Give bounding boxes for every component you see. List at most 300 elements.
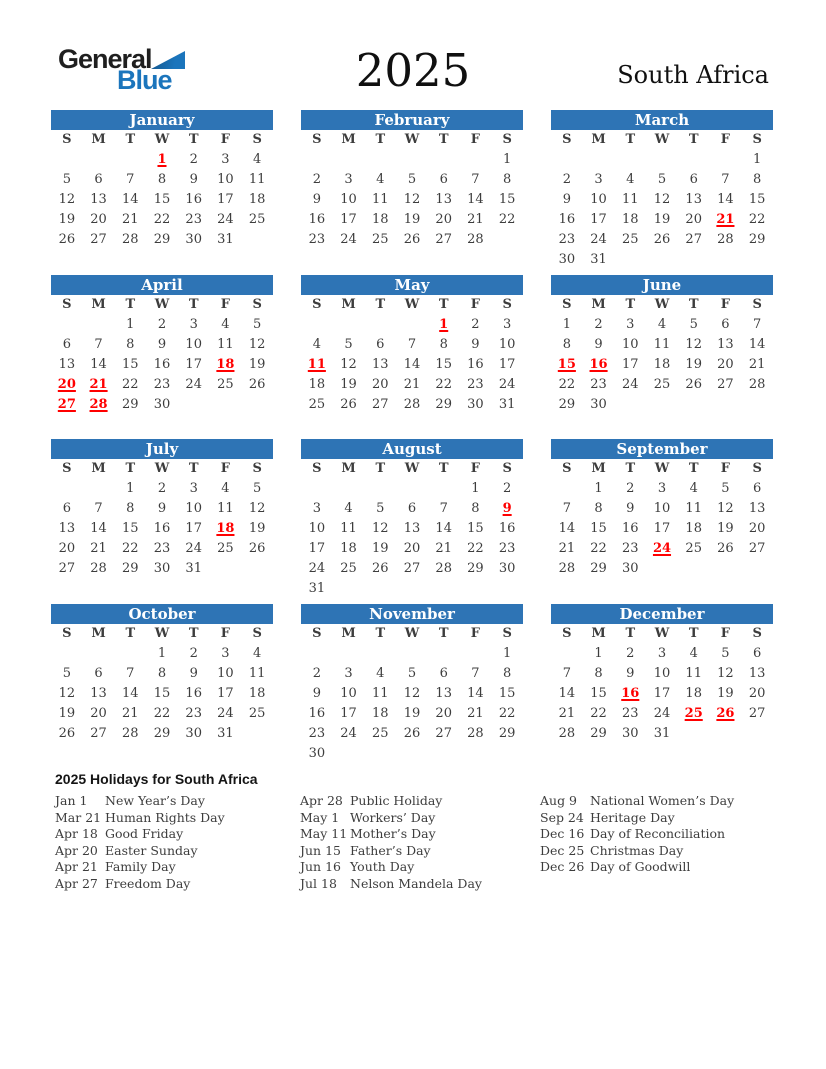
empty-day-cell — [83, 644, 115, 664]
weekday-label: W — [404, 461, 420, 476]
weekday-label: M — [341, 132, 356, 147]
empty-day-cell — [301, 315, 333, 335]
weekday-label: T — [625, 461, 636, 476]
holiday-day-cell: 1 — [439, 317, 449, 332]
weekday-label: S — [502, 132, 512, 147]
month-header: December — [551, 604, 773, 624]
month-january — [51, 110, 273, 250]
empty-day-cell — [333, 150, 365, 170]
day-cell: 8 — [157, 666, 167, 681]
day-cell: 17 — [498, 357, 516, 372]
day-cell: 12 — [248, 501, 266, 516]
day-cell: 13 — [372, 357, 389, 372]
empty-day-cell — [614, 150, 646, 170]
weekday-label: T — [125, 297, 136, 312]
weekday-label: M — [591, 626, 606, 641]
holiday-date: Jun 15 — [300, 842, 341, 858]
day-cell: 4 — [252, 646, 262, 661]
day-cell: 20 — [90, 212, 107, 227]
day-cell: 24 — [498, 377, 516, 392]
holiday-item — [300, 793, 540, 810]
day-cell: 24 — [185, 541, 202, 556]
holiday-date: Jul 18 — [300, 875, 337, 891]
day-cell: 13 — [748, 666, 766, 681]
day-cell: 14 — [467, 192, 484, 207]
day-cell: 14 — [435, 521, 452, 536]
day-cell: 12 — [653, 192, 671, 207]
day-cell: 18 — [340, 541, 357, 556]
day-cell: 8 — [594, 501, 603, 516]
day-cell: 21 — [403, 377, 421, 392]
day-cell: 16 — [498, 521, 516, 536]
day-cell: 30 — [153, 397, 171, 412]
holiday-item — [300, 859, 540, 876]
day-cell: 5 — [721, 481, 730, 496]
weekday-label: M — [91, 461, 106, 476]
day-cell: 5 — [376, 501, 385, 516]
weekday-label: M — [91, 626, 106, 641]
holiday-name: Family Day — [105, 859, 176, 874]
day-cell: 27 — [748, 541, 766, 556]
day-cell: 6 — [752, 481, 762, 496]
day-cell: 21 — [435, 541, 452, 556]
day-cell: 19 — [340, 377, 357, 392]
empty-day-cell — [460, 150, 492, 170]
day-cell: 8 — [562, 337, 571, 352]
holiday-date: Dec 16 — [540, 826, 585, 841]
weekday-label: T — [188, 297, 199, 312]
day-cell: 8 — [157, 172, 167, 187]
day-cell: 15 — [435, 357, 452, 372]
empty-day-cell — [710, 150, 742, 170]
days-grid — [551, 315, 773, 415]
day-cell: 22 — [498, 212, 516, 227]
day-cell: 15 — [748, 192, 766, 207]
day-cell: 16 — [185, 686, 202, 701]
month-february — [301, 110, 523, 250]
holiday-item — [540, 859, 771, 876]
day-cell: 28 — [90, 561, 107, 576]
month-may — [301, 275, 523, 415]
holiday-item — [300, 826, 540, 843]
day-cell: 13 — [58, 521, 76, 536]
day-cell: 3 — [189, 481, 198, 496]
day-cell: 30 — [185, 232, 202, 247]
day-cell: 11 — [217, 501, 234, 516]
weekday-label: T — [438, 461, 449, 476]
weekday-label: S — [562, 626, 572, 641]
day-cell: 1 — [562, 317, 571, 332]
holiday-day-cell: 20 — [57, 377, 76, 392]
day-cell: 31 — [498, 397, 516, 412]
weekday-label: S — [752, 461, 762, 476]
day-cell: 2 — [594, 317, 603, 332]
day-cell: 6 — [439, 172, 448, 187]
holiday-name: Workers’ Day — [350, 809, 436, 825]
weekday-label: M — [341, 461, 356, 476]
year-title: 2025 — [355, 44, 471, 97]
day-cell: 27 — [90, 726, 107, 741]
day-cell: 14 — [90, 357, 107, 372]
day-cell: 15 — [467, 521, 484, 536]
day-cell: 30 — [622, 561, 639, 576]
day-cell: 4 — [252, 152, 262, 167]
day-cell: 9 — [189, 666, 198, 681]
weekday-header-row — [301, 459, 523, 479]
day-cell: 30 — [590, 397, 607, 412]
day-cell: 23 — [185, 706, 202, 721]
day-cell: 2 — [189, 646, 198, 661]
day-cell: 9 — [312, 192, 321, 207]
day-cell: 29 — [153, 726, 171, 741]
holiday-name: Human Rights Day — [105, 809, 225, 825]
weekday-label: T — [688, 132, 699, 147]
day-cell: 26 — [403, 232, 421, 247]
day-cell: 1 — [157, 646, 167, 661]
day-cell: 24 — [217, 706, 234, 721]
day-cell: 10 — [622, 337, 639, 352]
weekday-label: W — [654, 297, 670, 312]
empty-day-cell — [83, 479, 115, 499]
days-grid — [551, 644, 773, 744]
weekday-label: W — [154, 626, 170, 641]
holiday-item — [55, 810, 300, 827]
day-cell: 24 — [340, 232, 357, 247]
day-cell: 9 — [626, 501, 635, 516]
day-cell: 18 — [685, 686, 702, 701]
day-cell: 23 — [185, 212, 202, 227]
weekday-label: W — [654, 132, 670, 147]
weekday-label: W — [404, 297, 420, 312]
day-cell: 8 — [471, 501, 480, 516]
weekday-label: F — [470, 297, 481, 312]
holiday-name: Public Holiday — [350, 793, 443, 808]
day-cell: 2 — [312, 172, 321, 187]
day-cell: 3 — [344, 172, 353, 187]
month-july — [51, 439, 273, 579]
day-cell: 18 — [685, 521, 702, 536]
day-cell: 5 — [252, 317, 262, 332]
day-cell: 27 — [748, 706, 766, 721]
day-cell: 19 — [717, 521, 734, 536]
empty-day-cell — [301, 150, 333, 170]
day-cell: 22 — [590, 706, 607, 721]
day-cell: 13 — [90, 686, 107, 701]
empty-day-cell — [301, 479, 333, 499]
weekday-label: F — [470, 132, 481, 147]
day-cell: 14 — [717, 192, 734, 207]
day-cell: 19 — [58, 706, 76, 721]
day-cell: 19 — [653, 212, 671, 227]
day-cell: 13 — [58, 357, 76, 372]
day-cell: 25 — [685, 541, 702, 556]
day-cell: 20 — [435, 212, 452, 227]
weekday-header-row — [51, 130, 273, 150]
day-cell: 11 — [372, 192, 389, 207]
day-cell: 21 — [122, 706, 139, 721]
day-cell: 19 — [403, 212, 421, 227]
day-cell: 17 — [622, 357, 639, 372]
empty-day-cell — [51, 315, 83, 335]
day-cell: 8 — [502, 172, 512, 187]
day-cell: 27 — [372, 397, 389, 412]
empty-day-cell — [51, 150, 83, 170]
day-cell: 12 — [248, 337, 266, 352]
holiday-name: National Women’s Day — [590, 793, 735, 808]
day-cell: 1 — [471, 481, 480, 496]
weekday-header-row — [551, 459, 773, 479]
weekday-label: T — [188, 461, 199, 476]
day-cell: 7 — [407, 337, 417, 352]
day-cell: 11 — [622, 192, 639, 207]
day-cell: 18 — [622, 212, 639, 227]
day-cell: 24 — [217, 212, 234, 227]
logo-text-general: General — [58, 44, 152, 74]
day-cell: 17 — [340, 212, 357, 227]
holiday-date: Apr 27 — [55, 875, 98, 891]
days-grid — [51, 315, 273, 415]
day-cell: 3 — [502, 317, 512, 332]
day-cell: 10 — [185, 337, 202, 352]
day-cell: 16 — [308, 706, 326, 721]
day-cell: 31 — [308, 581, 326, 596]
day-cell: 2 — [502, 481, 512, 496]
day-cell: 23 — [153, 541, 171, 556]
day-cell: 11 — [372, 686, 389, 701]
empty-day-cell — [396, 479, 428, 499]
day-cell: 13 — [685, 192, 702, 207]
day-cell: 4 — [312, 337, 321, 352]
holiday-name: Easter Sunday — [105, 842, 198, 858]
day-cell: 6 — [721, 317, 730, 332]
day-cell: 17 — [217, 192, 234, 207]
holiday-item — [540, 810, 771, 827]
holiday-item — [540, 843, 771, 860]
day-cell: 12 — [372, 521, 389, 536]
day-cell: 11 — [248, 666, 266, 681]
weekday-label: W — [154, 297, 170, 312]
day-cell: 28 — [403, 397, 421, 412]
weekday-label: M — [341, 297, 356, 312]
weekday-label: T — [688, 626, 699, 641]
day-cell: 7 — [126, 666, 135, 681]
day-cell: 1 — [594, 646, 603, 661]
day-cell: 5 — [344, 337, 353, 352]
weekday-label: M — [341, 626, 356, 641]
day-cell: 29 — [122, 397, 139, 412]
day-cell: 7 — [471, 172, 480, 187]
day-cell: 4 — [376, 172, 385, 187]
weekday-label: S — [752, 626, 762, 641]
empty-day-cell — [428, 150, 460, 170]
month-header: February — [301, 110, 523, 130]
holiday-item — [55, 843, 300, 860]
day-cell: 21 — [558, 541, 576, 556]
weekday-label: S — [312, 626, 322, 641]
day-cell: 28 — [122, 726, 139, 741]
month-september — [551, 439, 773, 579]
empty-day-cell — [114, 150, 146, 170]
empty-day-cell — [396, 150, 428, 170]
day-cell: 31 — [217, 232, 234, 247]
weekday-header-row — [51, 624, 273, 644]
day-cell: 12 — [340, 357, 357, 372]
weekday-label: F — [720, 297, 731, 312]
day-cell: 16 — [185, 192, 202, 207]
day-cell: 22 — [122, 377, 139, 392]
day-cell: 5 — [252, 481, 262, 496]
day-cell: 25 — [340, 561, 357, 576]
weekday-label: S — [502, 626, 512, 641]
day-cell: 4 — [689, 481, 698, 496]
holiday-day-cell: 15 — [557, 357, 576, 372]
weekday-label: S — [312, 297, 322, 312]
day-cell: 7 — [126, 172, 135, 187]
weekday-label: S — [752, 297, 762, 312]
day-cell: 23 — [622, 541, 639, 556]
empty-day-cell — [396, 644, 428, 664]
day-cell: 27 — [717, 377, 734, 392]
weekday-label: S — [312, 461, 322, 476]
holiday-day-cell: 18 — [216, 357, 235, 372]
weekday-label: F — [220, 461, 231, 476]
day-cell: 10 — [340, 686, 357, 701]
day-cell: 14 — [122, 686, 139, 701]
weekday-label: S — [502, 461, 512, 476]
weekday-label: T — [438, 132, 449, 147]
holidays-title: 2025 Holidays for South Africa — [55, 771, 258, 787]
holiday-name: Day of Reconciliation — [590, 826, 726, 841]
weekday-label: F — [220, 132, 231, 147]
day-cell: 26 — [248, 541, 266, 556]
day-cell: 17 — [308, 541, 326, 556]
day-cell: 20 — [58, 541, 76, 556]
day-cell: 22 — [748, 212, 766, 227]
day-cell: 10 — [308, 521, 326, 536]
holiday-name: Good Friday — [105, 826, 184, 841]
day-cell: 25 — [248, 212, 266, 227]
empty-day-cell — [51, 479, 83, 499]
holiday-day-cell: 28 — [89, 397, 108, 412]
holiday-date: Jan 1 — [55, 793, 88, 808]
day-cell: 12 — [403, 192, 421, 207]
day-cell: 5 — [657, 172, 667, 187]
day-cell: 22 — [498, 706, 516, 721]
day-cell: 14 — [748, 337, 766, 352]
day-cell: 27 — [685, 232, 702, 247]
day-cell: 30 — [185, 726, 202, 741]
day-cell: 26 — [248, 377, 266, 392]
day-cell: 6 — [62, 337, 71, 352]
day-cell: 20 — [372, 377, 389, 392]
day-cell: 21 — [748, 357, 766, 372]
day-cell: 24 — [340, 726, 357, 741]
day-cell: 19 — [372, 541, 389, 556]
day-cell: 19 — [58, 212, 76, 227]
day-cell: 19 — [403, 706, 421, 721]
holidays-section — [55, 771, 771, 892]
weekday-label: M — [591, 132, 606, 147]
day-cell: 9 — [312, 686, 321, 701]
day-cell: 30 — [467, 397, 484, 412]
day-cell: 11 — [217, 337, 234, 352]
holiday-item — [540, 793, 771, 810]
day-cell: 19 — [248, 521, 266, 536]
day-cell: 15 — [590, 521, 607, 536]
day-cell: 4 — [626, 172, 635, 187]
day-cell: 1 — [752, 152, 762, 167]
day-cell: 4 — [376, 666, 385, 681]
day-cell: 17 — [340, 706, 357, 721]
day-cell: 22 — [590, 541, 607, 556]
day-cell: 3 — [189, 317, 198, 332]
holiday-day-cell: 21 — [716, 212, 735, 227]
empty-day-cell — [460, 644, 492, 664]
day-cell: 29 — [748, 232, 766, 247]
day-cell: 9 — [157, 337, 167, 352]
weekday-label: F — [470, 461, 481, 476]
empty-day-cell — [114, 644, 146, 664]
month-header: September — [551, 439, 773, 459]
day-cell: 2 — [157, 317, 167, 332]
day-cell: 13 — [435, 192, 452, 207]
day-cell: 26 — [717, 541, 734, 556]
weekday-label: T — [625, 297, 636, 312]
day-cell: 3 — [221, 152, 230, 167]
weekday-label: T — [375, 626, 386, 641]
months-grid — [51, 110, 773, 764]
day-cell: 23 — [308, 726, 326, 741]
day-cell: 30 — [308, 746, 326, 761]
holiday-date: Apr 21 — [55, 859, 98, 874]
holiday-name: Freedom Day — [105, 875, 191, 891]
day-cell: 11 — [340, 521, 357, 536]
day-cell: 15 — [122, 521, 139, 536]
day-cell: 17 — [590, 212, 607, 227]
day-cell: 29 — [435, 397, 452, 412]
holiday-day-cell: 21 — [89, 377, 108, 392]
month-header: January — [51, 110, 273, 130]
day-cell: 12 — [717, 666, 734, 681]
day-cell: 28 — [717, 232, 734, 247]
month-header: June — [551, 275, 773, 295]
day-cell: 15 — [498, 686, 516, 701]
day-cell: 5 — [62, 666, 71, 681]
weekday-header-row — [51, 459, 273, 479]
weekday-header-row — [551, 130, 773, 150]
day-cell: 11 — [653, 337, 671, 352]
day-cell: 18 — [308, 377, 326, 392]
day-cell: 10 — [653, 666, 671, 681]
holiday-name: Heritage Day — [590, 809, 675, 825]
day-cell: 3 — [657, 646, 667, 661]
empty-day-cell — [583, 150, 615, 170]
day-cell: 8 — [752, 172, 762, 187]
day-cell: 21 — [122, 212, 139, 227]
days-grid — [301, 315, 523, 415]
days-grid — [301, 479, 523, 599]
day-cell: 14 — [467, 686, 484, 701]
day-cell: 9 — [626, 666, 635, 681]
day-cell: 3 — [344, 666, 353, 681]
holiday-item — [300, 810, 540, 827]
holiday-date: Dec 26 — [540, 859, 585, 874]
weekday-label: S — [312, 132, 322, 147]
day-cell: 25 — [248, 706, 266, 721]
month-header: May — [301, 275, 523, 295]
day-cell: 26 — [58, 232, 76, 247]
day-cell: 10 — [185, 501, 202, 516]
